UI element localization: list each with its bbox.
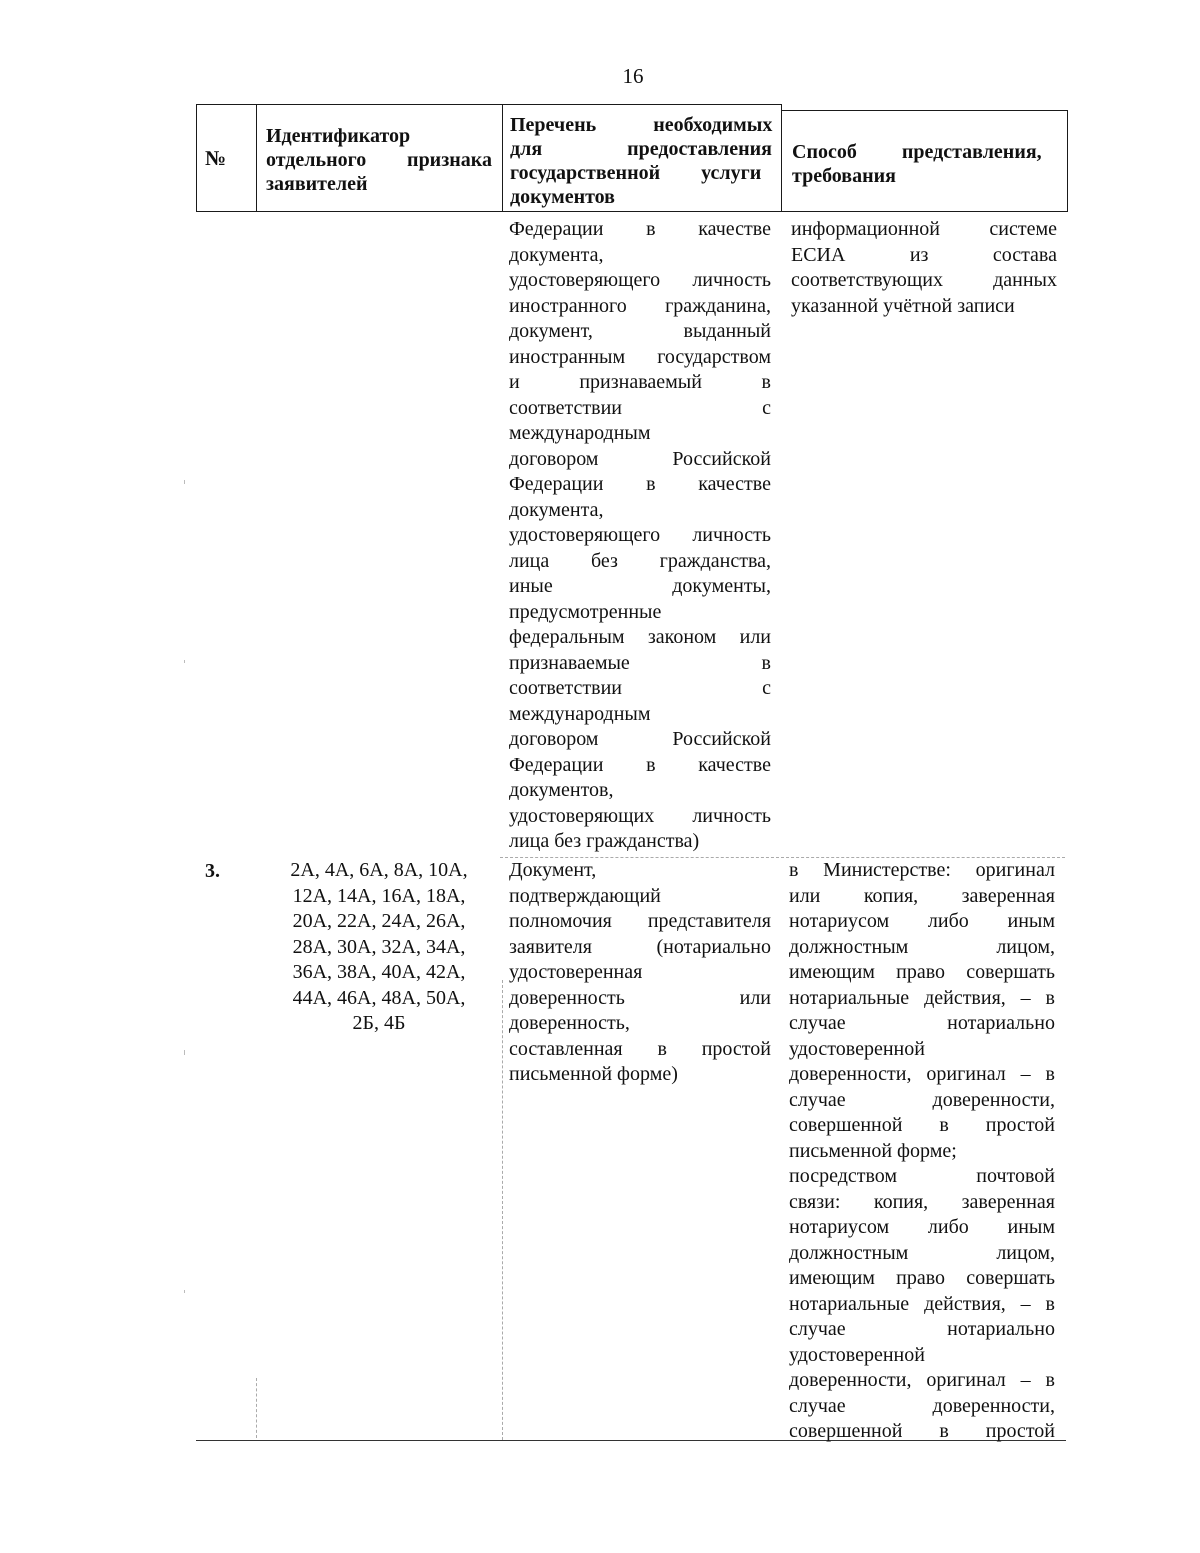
line-text: 12А, 14А, 16А, 18А,	[292, 884, 466, 907]
line-word: копия,	[863, 884, 919, 907]
text-line	[509, 1037, 771, 1063]
line-word: в	[761, 651, 771, 674]
text-line	[509, 600, 771, 626]
scan-speck	[184, 1050, 185, 1055]
text-line	[509, 370, 771, 396]
text-line	[509, 960, 771, 986]
line-text: 2Б, 4Б	[352, 1012, 406, 1034]
header-method-line: требования	[792, 165, 896, 187]
header-method-line: Способ представления,	[792, 141, 1042, 163]
line-word: нотариально	[947, 1012, 1055, 1034]
header-identifier-line: отдельного признака	[266, 149, 492, 171]
line-word: действия,	[924, 1292, 1006, 1315]
line-word: федеральным	[509, 626, 625, 648]
line-word: случае	[789, 1318, 846, 1340]
line-word: –	[1020, 986, 1031, 1009]
text-line	[509, 243, 771, 269]
text-line	[791, 243, 1057, 269]
line-text: удостоверенной	[789, 1037, 925, 1060]
line-word: заверенная	[961, 1190, 1055, 1213]
text-line	[509, 1011, 771, 1037]
line-word: гражданина,	[665, 294, 771, 317]
line-word: с	[762, 677, 771, 699]
line-word: из	[909, 243, 929, 266]
text-line	[789, 1394, 1055, 1420]
text-line	[266, 986, 492, 1012]
line-word: Российской	[672, 728, 771, 750]
row3-documents-cell	[509, 858, 771, 1088]
line-word: совершенной	[789, 1420, 903, 1442]
line-text: 44А, 46А, 48А, 50А,	[292, 986, 466, 1009]
line-text: подтверждающий	[509, 884, 661, 907]
line-word: удостоверяющего	[509, 524, 661, 546]
line-word: качестве	[698, 218, 771, 240]
line-word: оригинал	[926, 1063, 1006, 1085]
line-word: доверенность	[509, 986, 625, 1009]
line-word: данных	[993, 269, 1057, 291]
text-line	[789, 858, 1055, 884]
line-word: или	[789, 884, 821, 907]
line-word: признаваемый	[579, 371, 702, 393]
line-text: указанной учётной записи	[791, 294, 1015, 317]
line-word: –	[1020, 1369, 1031, 1391]
line-word: нотариальные	[789, 1292, 910, 1315]
line-word: ЕСИА	[791, 243, 846, 266]
text-line	[509, 217, 771, 243]
row-number: 3.	[205, 860, 220, 882]
line-word: системе	[989, 218, 1057, 240]
line-word: документы,	[672, 575, 771, 597]
line-word: связи:	[789, 1190, 841, 1213]
scan-speck	[184, 480, 185, 484]
line-word: простой	[985, 1420, 1055, 1442]
line-word: либо	[927, 910, 969, 932]
text-line	[791, 217, 1057, 243]
text-line	[791, 294, 1057, 320]
text-line	[509, 421, 771, 447]
text-line	[266, 1011, 492, 1037]
text-line	[789, 1343, 1055, 1369]
line-word: или	[739, 626, 771, 648]
line-word: имеющим	[789, 1267, 875, 1289]
line-text: 28А, 30А, 32А, 34А,	[292, 935, 466, 958]
text-line	[509, 1062, 771, 1088]
line-word: договором	[509, 728, 599, 750]
text-line	[509, 727, 771, 753]
line-text: письменной форме;	[789, 1139, 957, 1162]
line-text: доверенность,	[509, 1012, 630, 1034]
line-word: простой	[701, 1037, 771, 1060]
text-line	[266, 858, 492, 884]
text-line	[509, 884, 771, 910]
line-word: соответствующих	[791, 269, 943, 291]
line-word: должностным	[789, 1241, 909, 1264]
line-word: гражданства,	[659, 549, 771, 572]
text-line	[509, 268, 771, 294]
line-word: законом	[647, 626, 717, 648]
text-line	[509, 396, 771, 422]
line-text: удостоверенная	[509, 961, 643, 983]
line-word: совершать	[966, 961, 1055, 983]
text-line	[789, 884, 1055, 910]
text-line	[789, 1419, 1055, 1445]
continuation-documents-cell	[509, 217, 771, 855]
line-word: иным	[1007, 910, 1055, 932]
line-word: лица	[509, 549, 550, 572]
line-text: 2А, 4А, 6А, 8А, 10А,	[290, 859, 468, 881]
line-word: личность	[692, 804, 771, 827]
text-line	[509, 858, 771, 884]
line-word: личность	[692, 524, 771, 546]
line-word: случае	[789, 1394, 846, 1417]
line-word: случае	[789, 1012, 846, 1034]
line-text: международным	[509, 702, 651, 725]
line-word: простой	[985, 1114, 1055, 1136]
line-word: в	[789, 859, 799, 881]
scan-speck	[184, 660, 185, 663]
line-word: посредством	[789, 1165, 898, 1187]
text-line	[789, 1241, 1055, 1267]
header-method	[792, 140, 1058, 188]
header-documents-line: Перечень необходимых	[510, 114, 773, 136]
text-line	[789, 1088, 1055, 1114]
text-line	[789, 986, 1055, 1012]
line-word: представителя	[647, 910, 771, 932]
line-word: либо	[927, 1216, 969, 1238]
line-word: информационной	[791, 218, 940, 240]
header-identifier-line: Идентификатор	[266, 125, 411, 147]
line-text: удостоверенной	[789, 1343, 925, 1366]
line-word: иным	[1007, 1216, 1055, 1238]
line-word: состава	[992, 243, 1057, 266]
line-word: копия,	[873, 1190, 929, 1213]
line-word: лицом,	[996, 935, 1055, 958]
line-word: заявителя	[509, 935, 592, 958]
scan-speck	[184, 1290, 185, 1293]
line-word: составленная	[509, 1037, 623, 1060]
line-word: с	[762, 396, 771, 419]
page-number: 16	[622, 64, 644, 88]
line-word: Федерации	[509, 753, 604, 776]
line-word: доверенности,	[789, 1369, 912, 1391]
line-text: письменной форме)	[509, 1063, 678, 1085]
line-word: случае	[789, 1088, 846, 1111]
line-word: совершать	[966, 1267, 1055, 1289]
text-line	[789, 1215, 1055, 1241]
line-word: полномочия	[509, 910, 612, 932]
line-word: –	[1020, 1063, 1031, 1085]
line-word: совершенной	[789, 1114, 903, 1136]
row3-identifier-cell	[266, 858, 492, 1037]
line-word: соответствии	[509, 396, 623, 419]
line-word: доверенности,	[932, 1088, 1055, 1111]
header-identifier	[266, 124, 492, 196]
header-num: №	[205, 146, 227, 170]
text-line	[789, 1113, 1055, 1139]
line-word: государством	[657, 345, 771, 368]
line-word: договором	[509, 447, 599, 470]
text-line	[509, 523, 771, 549]
text-line	[266, 960, 492, 986]
line-text: 36А, 38А, 40А, 42А,	[292, 961, 466, 983]
line-text: документа,	[509, 243, 604, 266]
header-identifier-line: заявителей	[266, 173, 368, 195]
line-word: нотариусом	[789, 1216, 890, 1238]
text-line	[789, 1037, 1055, 1063]
line-word: нотариальные	[789, 986, 910, 1009]
text-line	[789, 1190, 1055, 1216]
line-word: имеющим	[789, 961, 875, 983]
text-line	[509, 778, 771, 804]
line-word: в	[1045, 1292, 1055, 1315]
line-word: качестве	[698, 753, 771, 776]
line-word: в	[1045, 1369, 1055, 1391]
text-line	[789, 1317, 1055, 1343]
line-word: Российской	[672, 447, 771, 470]
text-line	[789, 935, 1055, 961]
line-word: лицом,	[996, 1241, 1055, 1264]
line-word: –	[1020, 1292, 1031, 1315]
text-line	[791, 268, 1057, 294]
text-line	[266, 884, 492, 910]
line-word: должностным	[789, 935, 909, 958]
text-line	[789, 1292, 1055, 1318]
line-word: удостоверяющих	[509, 804, 655, 827]
text-line	[509, 702, 771, 728]
text-line	[789, 1266, 1055, 1292]
line-word: качестве	[698, 473, 771, 495]
line-word: Федерации	[509, 473, 604, 495]
line-word: оригинал	[926, 1369, 1006, 1391]
line-word: признаваемые	[509, 651, 630, 674]
line-word: в	[1045, 1063, 1055, 1085]
text-line	[509, 472, 771, 498]
text-line	[509, 294, 771, 320]
text-line	[509, 651, 771, 677]
line-word: Федерации	[509, 218, 604, 240]
line-word: иностранным	[509, 345, 626, 368]
line-word: нотариально	[947, 1318, 1055, 1340]
line-word: право	[896, 1267, 946, 1289]
text-line	[509, 935, 771, 961]
line-word: иные	[509, 575, 553, 597]
line-word: в	[646, 753, 656, 776]
continuation-method-cell	[791, 217, 1057, 319]
line-word: и	[509, 371, 520, 393]
header-documents-line: государственной услуги	[510, 162, 762, 184]
text-line	[789, 1062, 1055, 1088]
line-text: международным	[509, 422, 651, 444]
line-word: выданный	[683, 320, 771, 342]
text-line	[509, 498, 771, 524]
line-word: соответствии	[509, 677, 623, 699]
text-line	[509, 574, 771, 600]
line-text: документа,	[509, 498, 604, 521]
line-word: в	[1045, 986, 1055, 1009]
text-line	[266, 909, 492, 935]
text-line	[509, 753, 771, 779]
text-line	[509, 549, 771, 575]
text-line	[509, 676, 771, 702]
line-word: оригинал	[975, 859, 1055, 881]
text-line	[789, 1368, 1055, 1394]
line-word: доверенности,	[789, 1063, 912, 1085]
line-text: предусмотренные	[509, 600, 662, 623]
header-documents-line: документов	[510, 186, 615, 208]
line-word: в	[761, 371, 771, 393]
line-word: без	[591, 549, 618, 572]
text-line	[789, 1139, 1055, 1165]
line-text: Документ,	[509, 859, 597, 881]
text-line	[509, 447, 771, 473]
row3-method-cell	[789, 858, 1055, 1445]
line-word: почтовой	[976, 1165, 1055, 1187]
line-word: личность	[692, 269, 771, 291]
text-line	[789, 1164, 1055, 1190]
text-line	[789, 960, 1055, 986]
line-word: в	[939, 1114, 949, 1136]
line-word: действия,	[924, 986, 1006, 1009]
line-word: Министерстве:	[823, 859, 951, 881]
text-line	[509, 319, 771, 345]
line-word: в	[646, 473, 656, 495]
line-word: в	[646, 218, 656, 240]
line-text: лица без гражданства)	[509, 830, 700, 852]
text-line	[509, 986, 771, 1012]
text-line	[789, 1011, 1055, 1037]
header-documents	[510, 113, 773, 209]
line-word: удостоверяющего	[509, 269, 661, 291]
text-line	[509, 829, 771, 855]
line-word: иностранного	[509, 294, 627, 317]
header-documents-line: для предоставления	[510, 138, 772, 160]
line-text: документов,	[509, 779, 614, 801]
line-word: в	[657, 1037, 667, 1060]
text-line	[509, 625, 771, 651]
text-line	[509, 345, 771, 371]
text-line	[509, 804, 771, 830]
line-word: нотариусом	[789, 910, 890, 932]
text-line	[509, 909, 771, 935]
line-word: доверенности,	[932, 1394, 1055, 1417]
line-word: документ,	[509, 320, 593, 342]
line-text: 20А, 22А, 24А, 26А,	[292, 910, 466, 932]
text-line	[789, 909, 1055, 935]
line-word: или	[739, 986, 771, 1009]
line-word: в	[939, 1420, 949, 1442]
line-word: (нотариально	[656, 935, 771, 958]
text-line	[266, 935, 492, 961]
line-word: заверенная	[961, 884, 1055, 907]
line-word: право	[896, 961, 946, 983]
